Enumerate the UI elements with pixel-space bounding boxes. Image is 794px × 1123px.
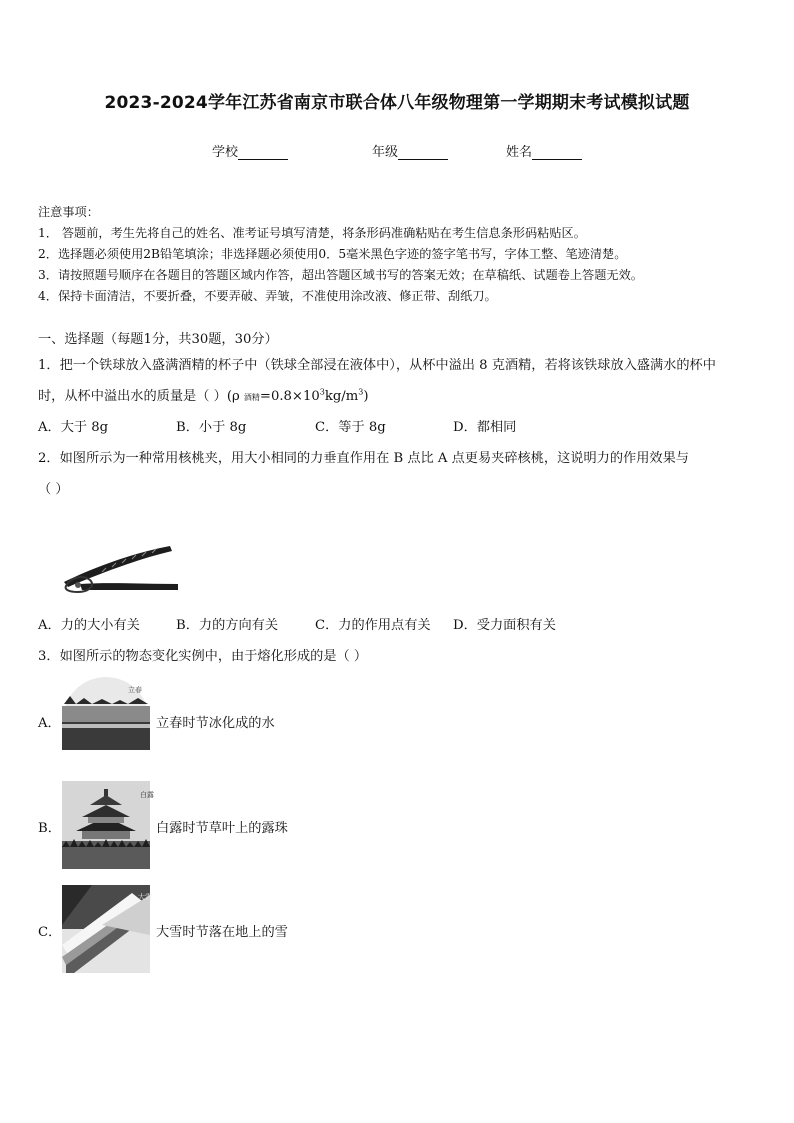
q1-line1: 1．把一个铁球放入盛满酒精的杯子中（铁球全部浸在液体中），从杯中溢出 8 克酒精，若将该铁球放入盛满水的杯中 xyxy=(38,358,716,373)
q2-line1: 2．如图所示为一种常用核桃夹，用大小相同的力垂直作用在 B 点比 A 点更易夹碎核桃，这说明力的作用效果与 xyxy=(38,451,689,466)
school-blank xyxy=(238,146,288,160)
spring-photo-caption: 立春 xyxy=(128,686,142,694)
notice-item: 4．保持卡面清洁，不要折叠，不要弄破、弄皱，不准使用涂改液、修正带、刮纸刀。 xyxy=(38,289,497,303)
q1-exponent: 3 xyxy=(319,387,325,397)
white-dew-photo xyxy=(62,781,154,869)
q1-density-subscript: 酒精 xyxy=(243,393,260,402)
q1-line2 xyxy=(38,385,369,404)
snow-photo-caption: 大雪 xyxy=(138,893,152,901)
q1-line2-post: kg/m xyxy=(324,389,359,404)
notice-item: 2．选择题必须使用2B铅笔填涂；非选择题必须使用0．5毫米黑色字迹的签字笔书写，字体工整、笔迹清楚。 xyxy=(38,247,627,261)
name-blank xyxy=(532,146,582,160)
dew-photo-caption: 白露 xyxy=(140,791,154,799)
page-title: 2023-2024学年江苏省南京市联合体八年级物理第一学期期末考试模拟试题 xyxy=(104,93,690,113)
q1-unit-exponent: 3 xyxy=(358,387,364,397)
q1-line2-mid: =0.8×10 xyxy=(259,389,320,404)
q1-option-c[interactable]: C．等于 8g xyxy=(315,420,386,435)
school-label: 学校 xyxy=(212,145,239,160)
name-label: 姓名 xyxy=(506,145,533,160)
grade-field xyxy=(372,141,448,160)
notice-heading: 注意事项： xyxy=(38,205,99,219)
q3-line1: 3．如图所示的物态变化实例中，由于熔化形成的是（ ） xyxy=(38,649,368,664)
q2-option-a[interactable]: A．力的大小有关 xyxy=(38,618,140,633)
q3-option-a-text[interactable]: 立春时节冰化成的水 xyxy=(156,716,275,731)
q2-option-b[interactable]: B．力的方向有关 xyxy=(176,618,279,633)
q1-line2-end: ) xyxy=(363,389,369,404)
q3-option-c-letter[interactable]: C． xyxy=(38,925,62,940)
school-field xyxy=(212,141,288,160)
nutcracker-figure xyxy=(58,540,184,598)
q3-option-b-letter[interactable]: B． xyxy=(38,821,61,836)
q1-option-b[interactable]: B．小于 8g xyxy=(176,420,247,435)
notice-item: 3．请按照题号顺序在各题目的答题区域内作答，超出答题区域书写的答案无效；在草稿纸、试题卷上答题无效。 xyxy=(38,268,643,282)
grade-blank xyxy=(398,146,448,160)
q2-option-c[interactable]: C．力的作用点有关 xyxy=(315,618,431,633)
grade-label: 年级 xyxy=(372,145,399,160)
notice-item: 1． 答题前，考生先将自己的姓名、准考证号填写清楚，将条形码准确粘贴在考生信息条形码粘贴区。 xyxy=(38,226,586,240)
spring-ice-photo xyxy=(62,676,150,764)
section-heading: 一、选择题（每题1分，共30题，30分） xyxy=(38,332,278,347)
name-field xyxy=(506,141,582,160)
q2-option-d[interactable]: D．受力面积有关 xyxy=(453,618,556,633)
q2-line2: （ ） xyxy=(38,482,69,497)
q3-option-b-text[interactable]: 白露时节草叶上的露珠 xyxy=(156,821,288,836)
q3-option-a-letter[interactable]: A． xyxy=(38,716,61,731)
q3-option-c-text[interactable]: 大雪时节落在地上的雪 xyxy=(156,925,288,940)
q1-option-d[interactable]: D．都相同 xyxy=(453,420,517,435)
heavy-snow-photo xyxy=(62,885,150,973)
q1-line2-pre: 时，从杯中溢出水的质量是（ ）(ρ xyxy=(38,389,244,404)
q1-option-a[interactable]: A．大于 8g xyxy=(38,420,109,435)
